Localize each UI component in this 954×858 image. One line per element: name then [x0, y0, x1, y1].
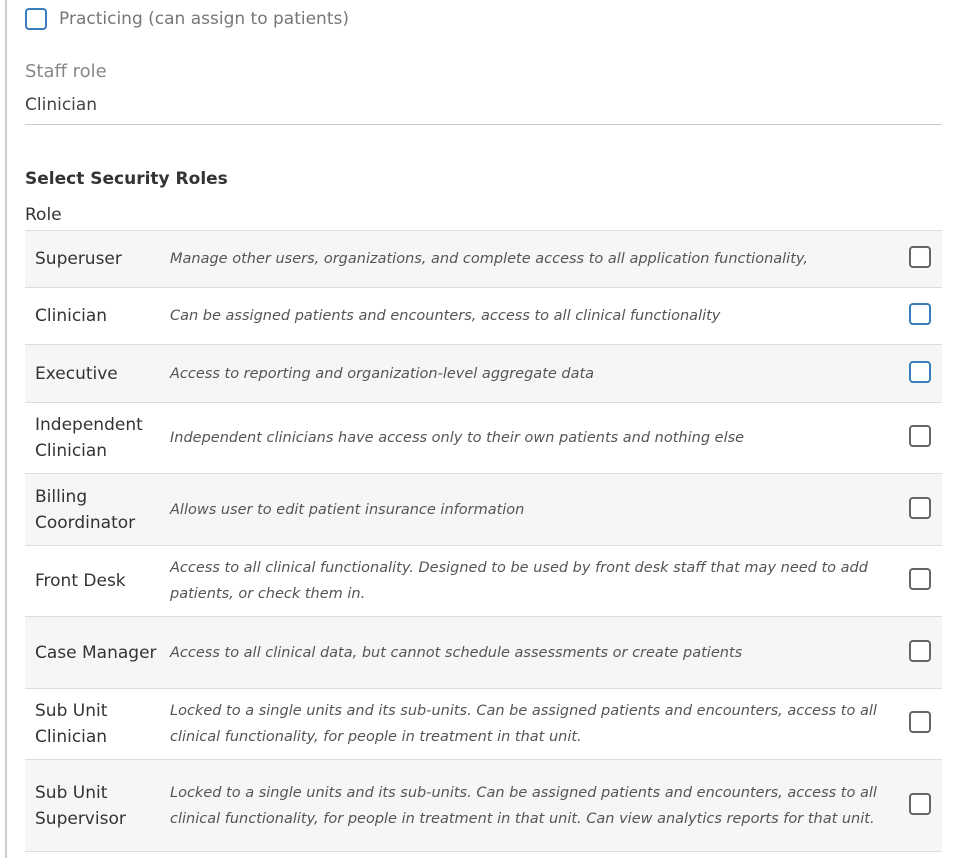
role-row: [25, 689, 942, 760]
role-description: Manage other users, organizations, and complete access to all application functionality,: [169, 231, 898, 288]
role-name: Case Manager: [25, 617, 169, 689]
role-row: [25, 474, 942, 546]
role-row: [25, 345, 942, 403]
role-checkbox[interactable]: [909, 711, 931, 733]
role-description: Independent clinicians have access only to their own patients and nothing else: [169, 403, 898, 474]
role-row: [25, 403, 942, 474]
practicing-checkbox[interactable]: [25, 8, 47, 30]
role-name: Clinician: [25, 288, 169, 345]
role-description: Access to all clinical data, but cannot schedule assessments or create patients: [169, 617, 898, 689]
role-description: Access to all clinical functionality. Designed to be used by front desk staff that may need to add patients, or check them in.: [169, 546, 898, 617]
role-description: Can be assigned patients and encounters, access to all clinical functionality: [169, 288, 898, 345]
role-checkbox[interactable]: [909, 303, 931, 325]
role-row: [25, 617, 942, 689]
role-name: Sub Unit Clinician: [25, 689, 169, 760]
role-description: Locked to a single units and its sub-units. Can be assigned patients and encounters, access to all clinical functionality, for people in treatment in that unit.: [169, 689, 898, 760]
left-border: [5, 0, 7, 858]
role-name: Executive: [25, 345, 169, 403]
security-roles-heading: Select Security Roles: [25, 169, 228, 189]
role-row: [25, 231, 942, 288]
practicing-label: Practicing (can assign to patients): [59, 9, 349, 29]
role-checkbox[interactable]: [909, 640, 931, 662]
security-roles-table: [25, 230, 942, 852]
role-checkbox[interactable]: [909, 793, 931, 815]
staff-role-label: Staff role: [25, 61, 107, 82]
role-checkbox[interactable]: [909, 361, 931, 383]
role-checkbox[interactable]: [909, 246, 931, 268]
role-row: [25, 546, 942, 617]
staff-role-underline: [25, 124, 942, 125]
role-description: Locked to a single units and its sub-units. Can be assigned patients and encounters, access to all clinical functionality, for people in treatment in that unit. Can view analytics reports for that unit.: [169, 760, 898, 852]
staff-role-select[interactable]: Clinician: [25, 95, 98, 115]
role-name: Billing Coordinator: [25, 474, 169, 546]
role-checkbox[interactable]: [909, 425, 931, 447]
role-row: [25, 760, 942, 852]
role-name: Sub Unit Supervisor: [25, 760, 169, 852]
role-column-header: Role: [25, 205, 62, 225]
role-description: Allows user to edit patient insurance information: [169, 474, 898, 546]
role-checkbox[interactable]: [909, 568, 931, 590]
role-description: Access to reporting and organization-level aggregate data: [169, 345, 898, 403]
practicing-checkbox-row[interactable]: [25, 8, 349, 30]
role-name: Superuser: [25, 231, 169, 288]
role-name: Independent Clinician: [25, 403, 169, 474]
role-row: [25, 288, 942, 345]
role-name: Front Desk: [25, 546, 169, 617]
role-checkbox[interactable]: [909, 497, 931, 519]
